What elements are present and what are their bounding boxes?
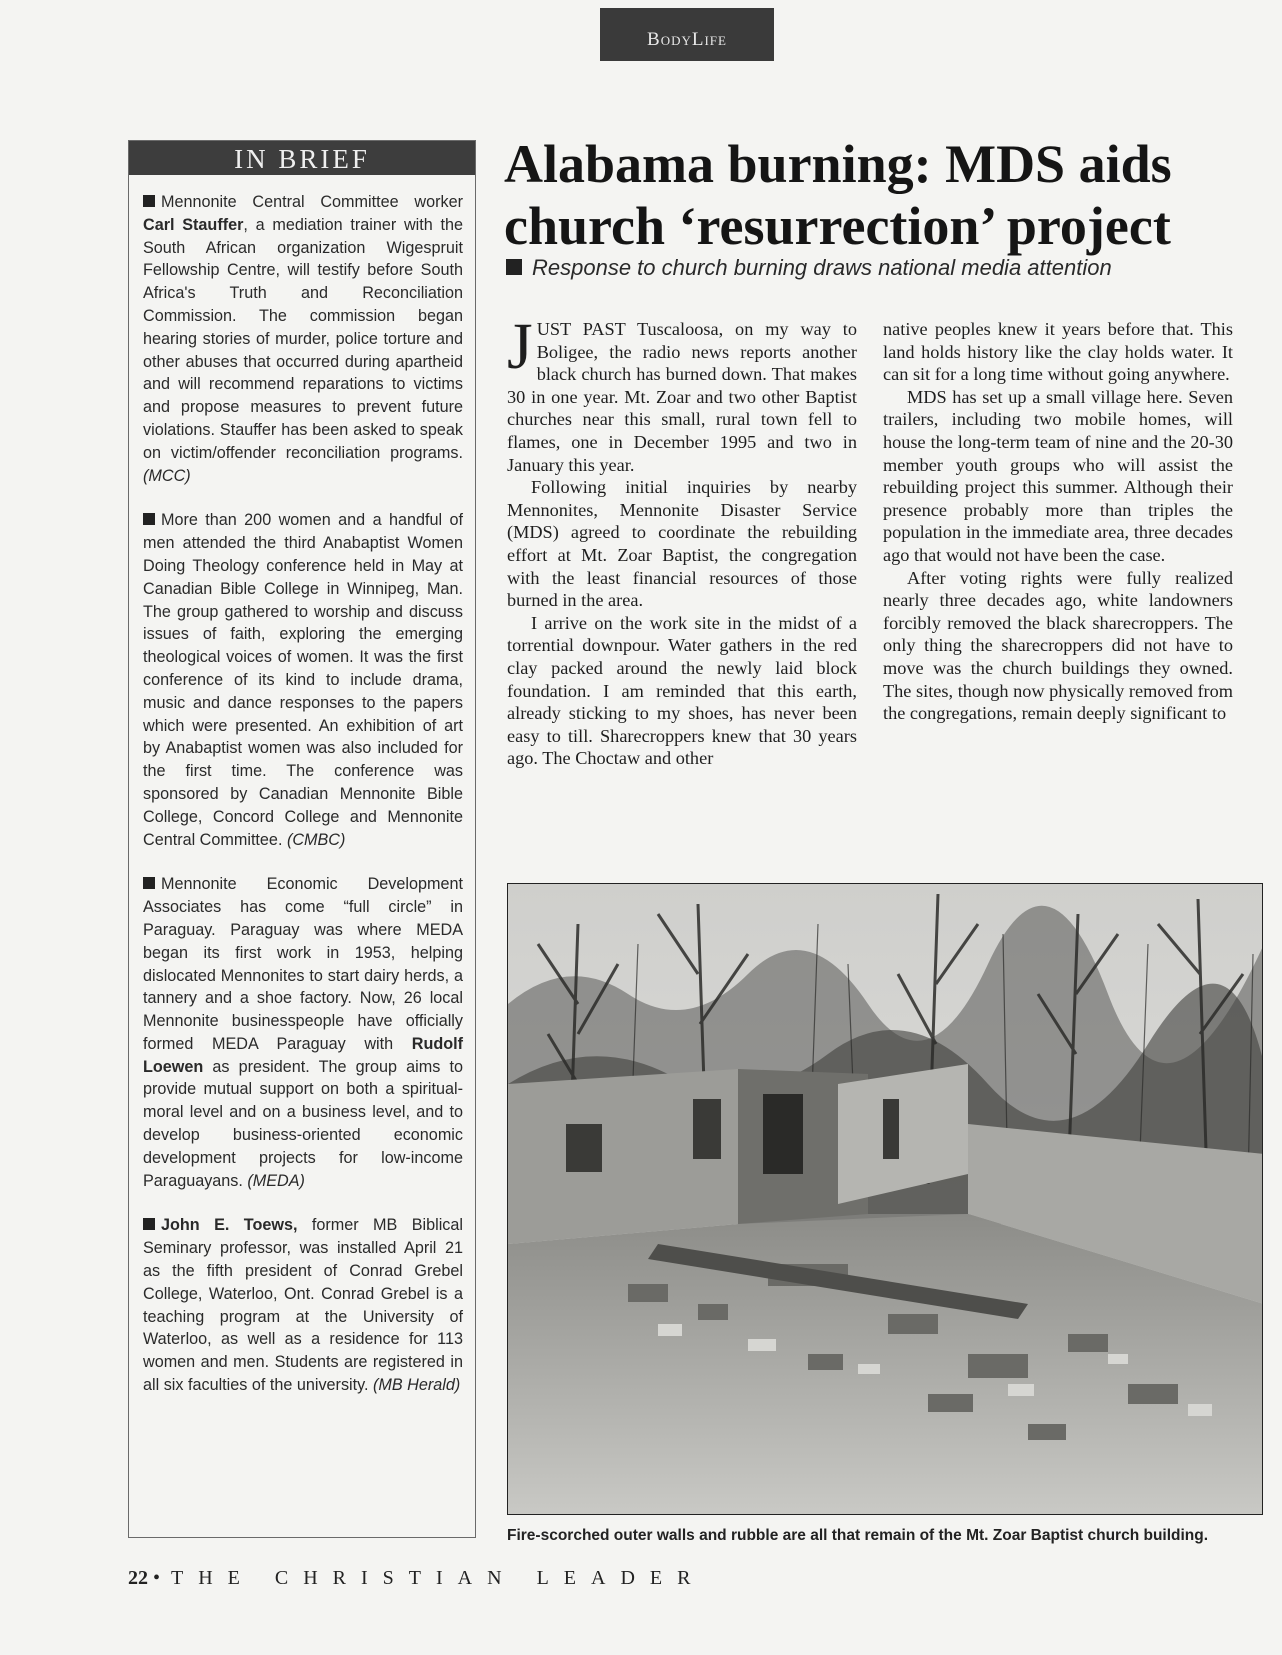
bullet-square-icon (143, 877, 155, 889)
church-ruins-photo (507, 883, 1263, 1515)
brief-item: John E. Toews, former MB Biblical Seminary professor, was installed April 21 as the fifth president of Conrad Grebel College, Waterloo, Ont. Conrad Grebel is a teaching program at the University of Waterloo, as well as a residence for 113 women and men. Students are registered in all six faculties of the university. (MB Herald) (143, 1216, 464, 1395)
brief-item: More than 200 women and a handful of men attended the third Anabaptist Women Doing Theology conference held in May at Canadian Bible College in Winnipeg, Man. The group gathered to worship and discuss issues of faith, exploring the emerging theological voices of women. It was the first conference of its kind to include drama, music and dance responses to the papers which were presented. An exhibition of art by Anabaptist women was also included for the first time. The conference was sponsored by Canadian Mennonite Bible College, Concord College and Mennonite Central Committee. (CMBC) (143, 511, 463, 849)
brief-item: Mennonite Economic Development Associates has come “full circle” in Paraguay. Paraguay was where MEDA began its first work in 1953, helping dislocated Mennonites to start dairy herds, a tannery and a shoe factory. Now, 26 local Mennonite businesspeople have officially formed MEDA Paraguay with Rudolf Loewen as president. The group aims to provide mutual support on both a spiritual-moral level and on a business level, and to develop business-oriented economic development projects for low-income Paraguayans. (MEDA) (143, 875, 463, 1190)
article-subhead: Response to church burning draws national media attention (506, 253, 1266, 283)
page-footer (128, 1567, 705, 1590)
article-paragraph: After voting rights were fully realized nearly three decades ago, white landowners forcibly removed the black sharecroppers. The only thing the sharecroppers did not have to move was the church buildings they owned. The sites, though now physically removed from the congregations, remain deeply significant to (883, 567, 1233, 724)
page-number: 22 (128, 1567, 148, 1589)
drop-cap: J (507, 310, 533, 383)
bullet-square-icon (143, 513, 155, 525)
footer-separator: • (153, 1567, 161, 1589)
article-column-1 (507, 310, 857, 770)
bullet-square-icon (506, 259, 522, 275)
article-paragraph: MDS has set up a small village here. Seven trailers, including two mobile homes, will house the long-term team of nine and the 20-30 member youth groups who will assist the rebuilding project this summer. Although their presence probably more than triples the population in the immediate area, three decades ago that would not have been the case. (883, 386, 1233, 565)
photo-caption: Fire-scorched outer walls and rubble are all that remain of the Mt. Zoar Baptist church building. (507, 1527, 1209, 1544)
section-tab: BodyLife (600, 8, 774, 61)
article-paragraph: Following initial inquiries by nearby Mennonites, Mennonite Disaster Service (MDS) agreed to coordinate the rebuilding effort at Mt. Zoar Baptist, the congregation with the least financial resources of those burned in the area. (507, 477, 857, 611)
article-paragraph: I arrive on the work site in the midst of a torrential downpour. Water gathers in the red clay packed around the newly laid block foundation. I am reminded that this earth, already sticking to my shoes, has never been easy to till. Sharecroppers knew that 30 years ago. The Choctaw and other (507, 612, 857, 769)
article-paragraph: native peoples knew it years before that. This land holds history like the clay holds water. It can sit for a long time without going anywhere. (883, 319, 1233, 385)
article-paragraph: JUST PAST Tuscaloosa, on my way to Boligee, the radio news reports another black church has burned down. That makes 30 in one year. Mt. Zoar and two other Baptist churches near this small, rural town fell to flames, one in December 1995 and two in January this year. (507, 310, 857, 475)
in-brief-sidebar (128, 140, 476, 1538)
brief-item: Mennonite Central Committee worker Carl Stauffer, a mediation trainer with the South African organization Wigespruit Fellowship Centre, will testify before South Africa's Truth and Reconciliation Commission. The commission began hearing stories of murder, police torture and other abuses that occurred during apartheid and will recommend reparations to victims and propose measures to prevent future violations. Stauffer has been asked to speak on victim/offender reconciliation programs. (MCC) (143, 193, 463, 485)
bullet-square-icon (143, 1218, 155, 1230)
article-headline: Alabama burning: MDS aids church ‘resurrection’ project (504, 134, 1172, 256)
bullet-square-icon (143, 195, 155, 207)
sidebar-title: IN BRIEF (129, 141, 475, 175)
article-column-2 (883, 318, 1233, 725)
publication-name: THE CHRISTIAN LEADER (171, 1567, 706, 1589)
